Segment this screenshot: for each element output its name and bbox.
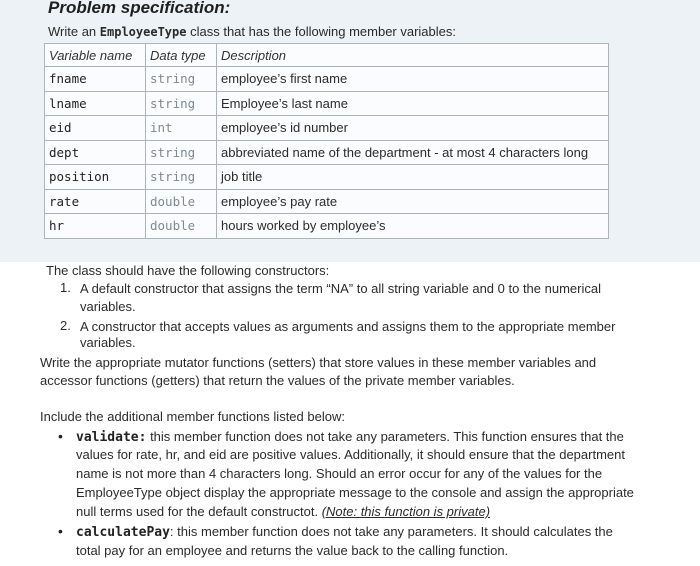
table-header-row — [45, 44, 609, 67]
table-row — [45, 67, 609, 92]
intro-text — [48, 24, 456, 39]
constructor-number: 1. — [60, 280, 71, 295]
accessors-line1: Write the appropriate mutator functions (setters) that store values in these member variables and — [40, 355, 597, 370]
description-cell: Employee’s last name — [217, 91, 609, 116]
private-note: (Note: this function is private) — [321, 504, 491, 519]
variable-name-cell: position — [45, 165, 146, 190]
calculate-keyword: calculatePay — [76, 525, 170, 540]
description-cell: employee’s id number — [217, 116, 609, 141]
validate-line5-text: null terms used for the default constructot. — [76, 504, 322, 519]
constructors-lead: The class should have the following constructors: — [46, 263, 330, 278]
variable-name-cell: fname — [45, 67, 146, 92]
validate-text: this member function does not take any parameters. This function ensures that the — [146, 429, 624, 444]
validate-line5 — [76, 503, 490, 521]
validate-line3: name is not more than 4 characters long. Should an error occur for any of the values for the — [76, 466, 603, 481]
data-type-cell: int — [146, 116, 217, 141]
bullet-icon: • — [58, 523, 63, 539]
constructor-2-line2: variables. — [80, 335, 136, 350]
data-type-cell: string — [146, 140, 217, 165]
constructor-1-line2: variables. — [80, 299, 136, 314]
variable-name-cell: dept — [45, 140, 146, 165]
header-data-type: Data type — [146, 44, 217, 67]
class-name: EmployeeType — [99, 25, 187, 39]
description-cell: employee’s first name — [217, 67, 609, 92]
bullet-icon: • — [58, 428, 63, 444]
accessors-line2: accessor functions (getters) that return the values of the private member variables. — [40, 373, 515, 388]
constructor-1-line1: A default constructor that assigns the term “NA” to all string variable and 0 to the numerical — [80, 281, 601, 296]
header-variable-name: Variable name — [45, 44, 146, 67]
description-cell: hours worked by employee’s — [217, 214, 609, 239]
intro-prefix: Write an — [48, 24, 100, 39]
constructor-number: 2. — [60, 318, 71, 333]
calculate-line2: total pay for an employee and returns the value back to the calling function. — [76, 543, 509, 558]
table-row — [45, 116, 609, 141]
validate-line4: EmployeeType object display the appropriate message to the console and assign the appropriate — [76, 485, 634, 500]
calculate-text: : this member function does not take any parameters. It should calculates the — [169, 524, 613, 539]
table-row — [45, 165, 609, 190]
intro-suffix: class that has the following member variables: — [186, 24, 456, 39]
problem-title: Problem specification: — [48, 0, 231, 17]
data-type-cell: string — [146, 67, 217, 92]
variable-name-cell: rate — [45, 189, 146, 214]
variable-name-cell: eid — [45, 116, 146, 141]
table-row — [45, 214, 609, 239]
data-type-cell: string — [146, 91, 217, 116]
description-cell: job title — [217, 165, 609, 190]
data-type-cell: double — [146, 214, 217, 239]
table-row — [45, 140, 609, 165]
table-row — [45, 189, 609, 214]
description-cell: abbreviated name of the department - at most 4 characters long — [217, 140, 609, 165]
validate-keyword: validate: — [76, 430, 147, 445]
additional-lead: Include the additional member functions listed below: — [40, 409, 345, 424]
header-description: Description — [217, 44, 609, 67]
description-cell: employee’s pay rate — [217, 189, 609, 214]
member-variables-table — [44, 43, 609, 239]
validate-line1 — [76, 428, 624, 447]
data-type-cell: string — [146, 165, 217, 190]
validate-line2: values for rate, hr, and eid are positive values. Additionally, it should ensure that the department — [76, 447, 625, 462]
data-type-cell: double — [146, 189, 217, 214]
table-row — [45, 91, 609, 116]
variable-name-cell: hr — [45, 214, 146, 239]
variable-name-cell: lname — [45, 91, 146, 116]
calculate-line1 — [76, 523, 613, 542]
constructor-2-line1: A constructor that accepts values as arguments and assigns them to the appropriate member — [80, 319, 616, 334]
